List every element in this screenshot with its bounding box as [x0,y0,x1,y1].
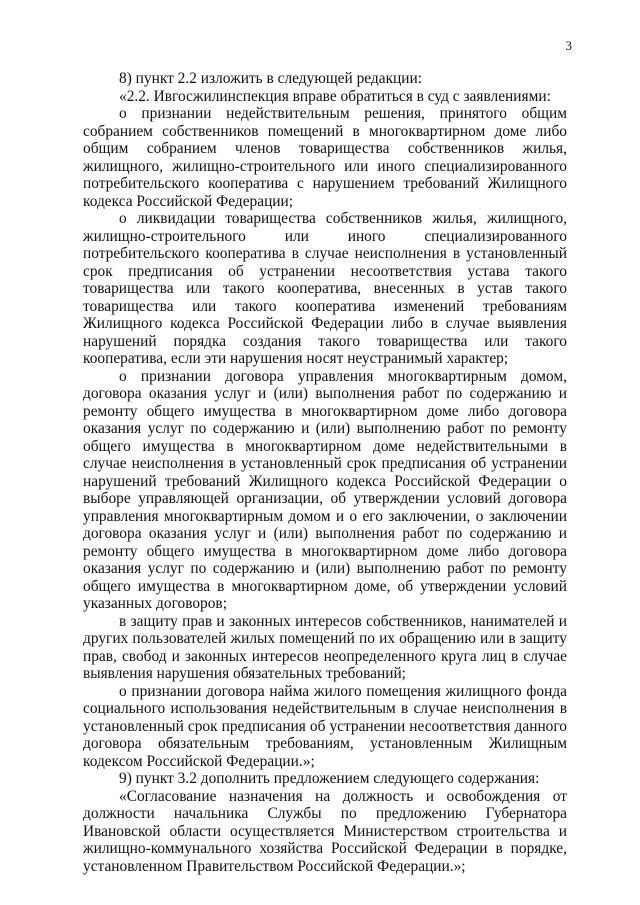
document-body [83,70,567,875]
paragraph-liquidation: о ликвидации товарищества собственников жилья, жилищного, жилищно-строительного или иного специализированного потребительского кооператива в случае неисполнения в установленный срок предписания об устранении несоответствия устава такого товарищества или такого кооператива, внесенных в устав такого товарищества или такого кооператива изменений требованиям Жилищного кодекса Российской Федерации либо в случае выявления нарушений порядка создания такого товарищества или такого кооператива, если эти нарушения носят неустранимый характер; [83,210,567,367]
paragraph-invalid-decision: о признании недействительным решения, принятого общим собранием собственников помещений в многоквартирном доме либо общим собранием членов товарищества собственников жилья, жилищного, жилищно-строительного или иного специализированного потребительского кооператива с нарушением требований Жилищного кодекса Российской Федерации; [83,105,567,210]
paragraph-invalid-lease-contract: о признании договора найма жилого помещения жилищного фонда социального использования недействительным в случае неисполнения в установленный срок предписания об устранении несоответствия данного договора обязательным требованиям, установленным Жилищным кодексом Российской Федерации.»; [83,682,567,770]
paragraph-protection-of-rights: в защиту прав и законных интересов собственников, нанимателей и других пользователей жилых помещений по их обращению или в защиту прав, свобод и законных интересов неопределенного круга лиц в случае выявления нарушения обязательных требований; [83,612,567,682]
paragraph-invalid-management-contract: о признании договора управления многоквартирным домом, договора оказания услуг и (или) выполнения работ по содержанию и ремонту общего имущества в многоквартирном доме либо договора оказания услуг по содержанию и (или) выполнению работ по ремонту общего имущества в многоквартирном доме недействительными в случае неисполнения в установленный срок предписания об устранении нарушений требований Жилищного кодекса Российской Федерации о выборе управляющей организации, об утверждении условий договора управления многоквартирным домом и о его заключении, о заключении договора оказания услуг и (или) выполнения работ по содержанию и ремонту общего имущества в многоквартирном доме либо договора оказания услуг по содержанию и (или) выполнению работ по ремонту общего имущества в многоквартирном доме, об утверждении условий указанных договоров; [83,367,567,612]
page-number: 3 [565,38,572,53]
paragraph-item-9-heading: 9) пункт 3.2 дополнить предложением следующего содержания: [119,770,540,787]
paragraph-item-8-heading: 8) пункт 2.2 изложить в следующей редакции: [119,70,423,87]
paragraph-appointment-approval: «Согласование назначения на должность и освобождения от должности начальника Службы по предложению Губернатора Ивановской области осуществляется Министерством строительства и жилищно-коммунального хозяйства Российской Федерации в порядке, установленном Правительством Российской Федерации.»; [83,787,567,875]
paragraph-clause-2-2-intro: «2.2. Ивгосжилинспекция вправе обратиться в суд с заявлениями: [119,87,551,105]
